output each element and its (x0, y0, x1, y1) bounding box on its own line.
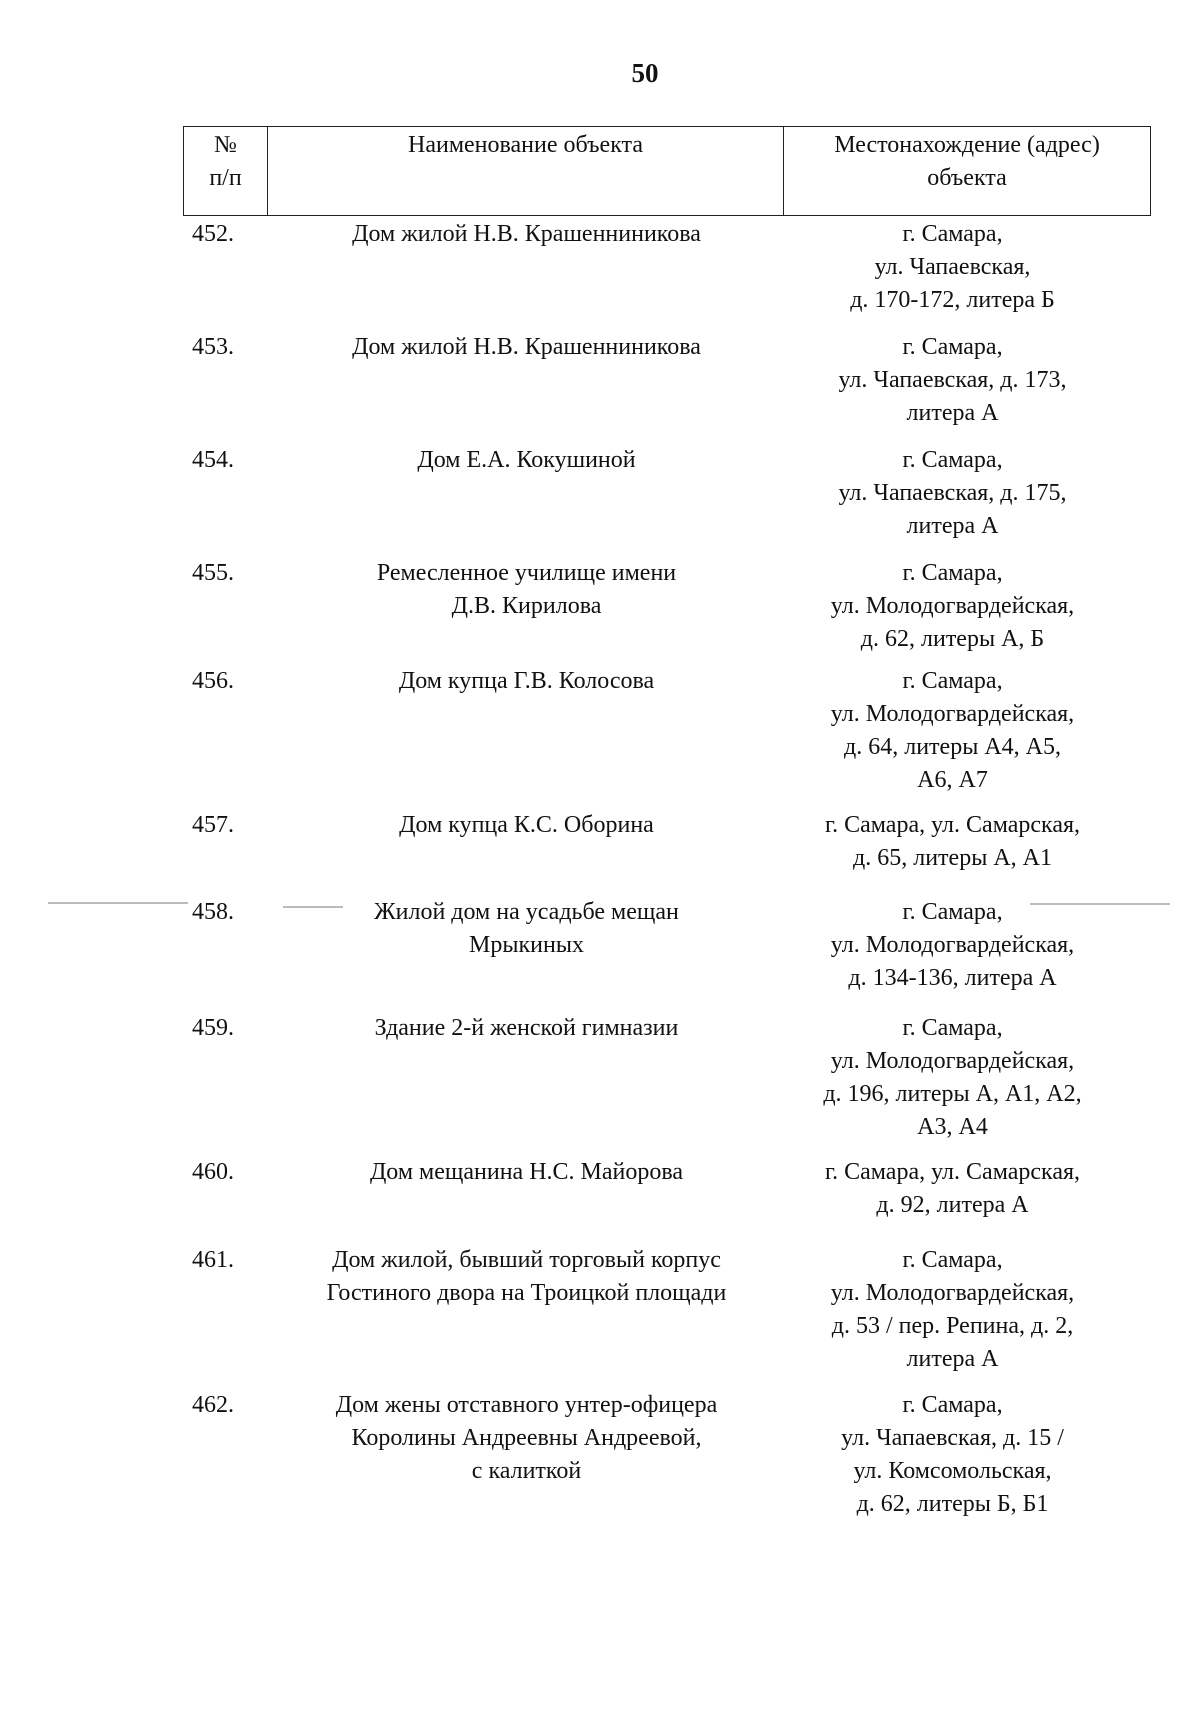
object-name (273, 1389, 780, 1488)
object-address (780, 896, 1125, 995)
object-address-line: А3, А4 (917, 1114, 988, 1140)
object-name-line: Дом жилой Н.В. Крашенниникова (352, 334, 701, 360)
header-address-label-line1: Местонахождение (адрес) (834, 132, 1100, 158)
object-address-line: г. Самара, (902, 1247, 1003, 1273)
object-address-line: д. 170-172, литера Б (850, 287, 1055, 313)
object-address-line: г. Самара, ул. Самарская, (824, 1159, 1081, 1185)
object-address-line: д. 92, литера А (876, 1192, 1029, 1218)
object-name-line: Гостиного двора на Троицкой площади (326, 1280, 727, 1306)
object-address-line: г. Самара, (902, 447, 1003, 473)
object-address-line: д. 134-136, литера А (848, 965, 1057, 991)
row-number: 462. (192, 1392, 234, 1418)
object-address (780, 1156, 1125, 1222)
object-name-line: Дом мещанина Н.С. Майорова (369, 1159, 684, 1185)
object-address (780, 809, 1125, 875)
object-name (273, 1012, 780, 1045)
object-address-line: ул. Молодогвардейская, (830, 932, 1075, 958)
object-name (273, 809, 780, 842)
object-name-line: Дом купца К.С. Оборина (399, 812, 654, 838)
scan-speck (283, 906, 343, 908)
object-name-line: Жилой дом на усадьбе мещан (374, 899, 679, 925)
header-number-symbol: № (214, 132, 237, 158)
object-address-line: ул. Молодогвардейская, (830, 1048, 1075, 1074)
row-number: 453. (192, 334, 234, 360)
object-address-line: д. 64, литеры А4, А5, (844, 734, 1061, 760)
object-address-line: д. 65, литеры А, А1 (853, 845, 1052, 871)
object-address-line: г. Самара, (902, 1015, 1003, 1041)
object-address-line: г. Самара, ул. Самарская, (824, 812, 1081, 838)
header-number-label: п/п (209, 165, 242, 191)
object-address (780, 444, 1125, 543)
object-name-line: Д.В. Кирилова (451, 593, 602, 619)
object-address-line: ул. Молодогвардейская, (830, 593, 1075, 619)
object-address (780, 1389, 1125, 1521)
object-address-line: д. 196, литеры А, А1, А2, (823, 1081, 1082, 1107)
scan-speck (48, 902, 188, 904)
object-name-line: Дом жилой, бывший торговый корпус (332, 1247, 721, 1273)
row-number: 459. (192, 1015, 234, 1041)
page-number: 50 (631, 58, 659, 88)
object-name (273, 444, 780, 477)
header-name-label: Наименование объекта (408, 132, 643, 158)
object-name-line: Здание 2-й женской гимназии (374, 1015, 679, 1041)
object-name-line: Мрыкиных (469, 932, 584, 958)
object-name (273, 331, 780, 364)
object-address-line: г. Самара, (902, 899, 1003, 925)
object-name-line: Дом жилой Н.В. Крашенниникова (352, 221, 701, 247)
object-address-line: ул. Чапаевская, д. 173, (838, 367, 1067, 393)
row-number: 461. (192, 1247, 234, 1273)
object-address-line: ул. Чапаевская, (874, 254, 1031, 280)
object-address-line: г. Самара, (902, 334, 1003, 360)
object-name (273, 1156, 780, 1189)
object-address (780, 557, 1125, 656)
header-address-label-line2: объекта (927, 165, 1007, 191)
object-name-line: Дом купца Г.В. Колосова (398, 668, 655, 694)
object-address-line: ул. Комсомольская, (853, 1458, 1052, 1484)
object-address-line: г. Самара, (902, 1392, 1003, 1418)
object-address-line: литера А (906, 400, 999, 426)
object-address-line: литера А (906, 1346, 999, 1372)
object-name (273, 896, 780, 962)
object-address-line: А6, А7 (917, 767, 988, 793)
row-number: 454. (192, 447, 234, 473)
object-name (273, 665, 780, 698)
row-number: 455. (192, 560, 234, 586)
row-number: 457. (192, 812, 234, 838)
object-address-line: д. 53 / пер. Репина, д. 2, (831, 1313, 1074, 1339)
scan-speck (1030, 903, 1170, 905)
row-number: 452. (192, 221, 234, 247)
object-address (780, 1244, 1125, 1376)
object-address (780, 1012, 1125, 1144)
row-number: 460. (192, 1159, 234, 1185)
object-address-line: д. 62, литеры Б, Б1 (856, 1491, 1049, 1517)
object-address-line: г. Самара, (902, 560, 1003, 586)
object-address-line: д. 62, литеры А, Б (860, 626, 1045, 652)
object-name-line: Дом жены отставного унтер-офицера (335, 1392, 718, 1418)
row-number: 456. (192, 668, 234, 694)
object-address-line: ул. Чапаевская, д. 175, (838, 480, 1067, 506)
object-name (273, 218, 780, 251)
object-address-line: литера А (906, 513, 999, 539)
object-name-line: Дом Е.А. Кокушиной (417, 447, 636, 473)
object-address-line: ул. Молодогвардейская, (830, 701, 1075, 727)
object-name-line: с калиткой (471, 1458, 582, 1484)
object-address-line: ул. Чапаевская, д. 15 / (841, 1425, 1064, 1451)
object-address (780, 218, 1125, 317)
object-name (273, 557, 780, 623)
object-name-line: Ремесленное училище имени (376, 560, 677, 586)
row-number: 458. (192, 899, 234, 925)
object-name (273, 1244, 780, 1310)
object-address-line: г. Самара, (902, 221, 1003, 247)
object-name-line: Королины Андреевны Андреевой, (351, 1425, 702, 1451)
object-address (780, 331, 1125, 430)
object-address-line: ул. Молодогвардейская, (830, 1280, 1075, 1306)
object-address-line: г. Самара, (902, 668, 1003, 694)
object-address (780, 665, 1125, 797)
